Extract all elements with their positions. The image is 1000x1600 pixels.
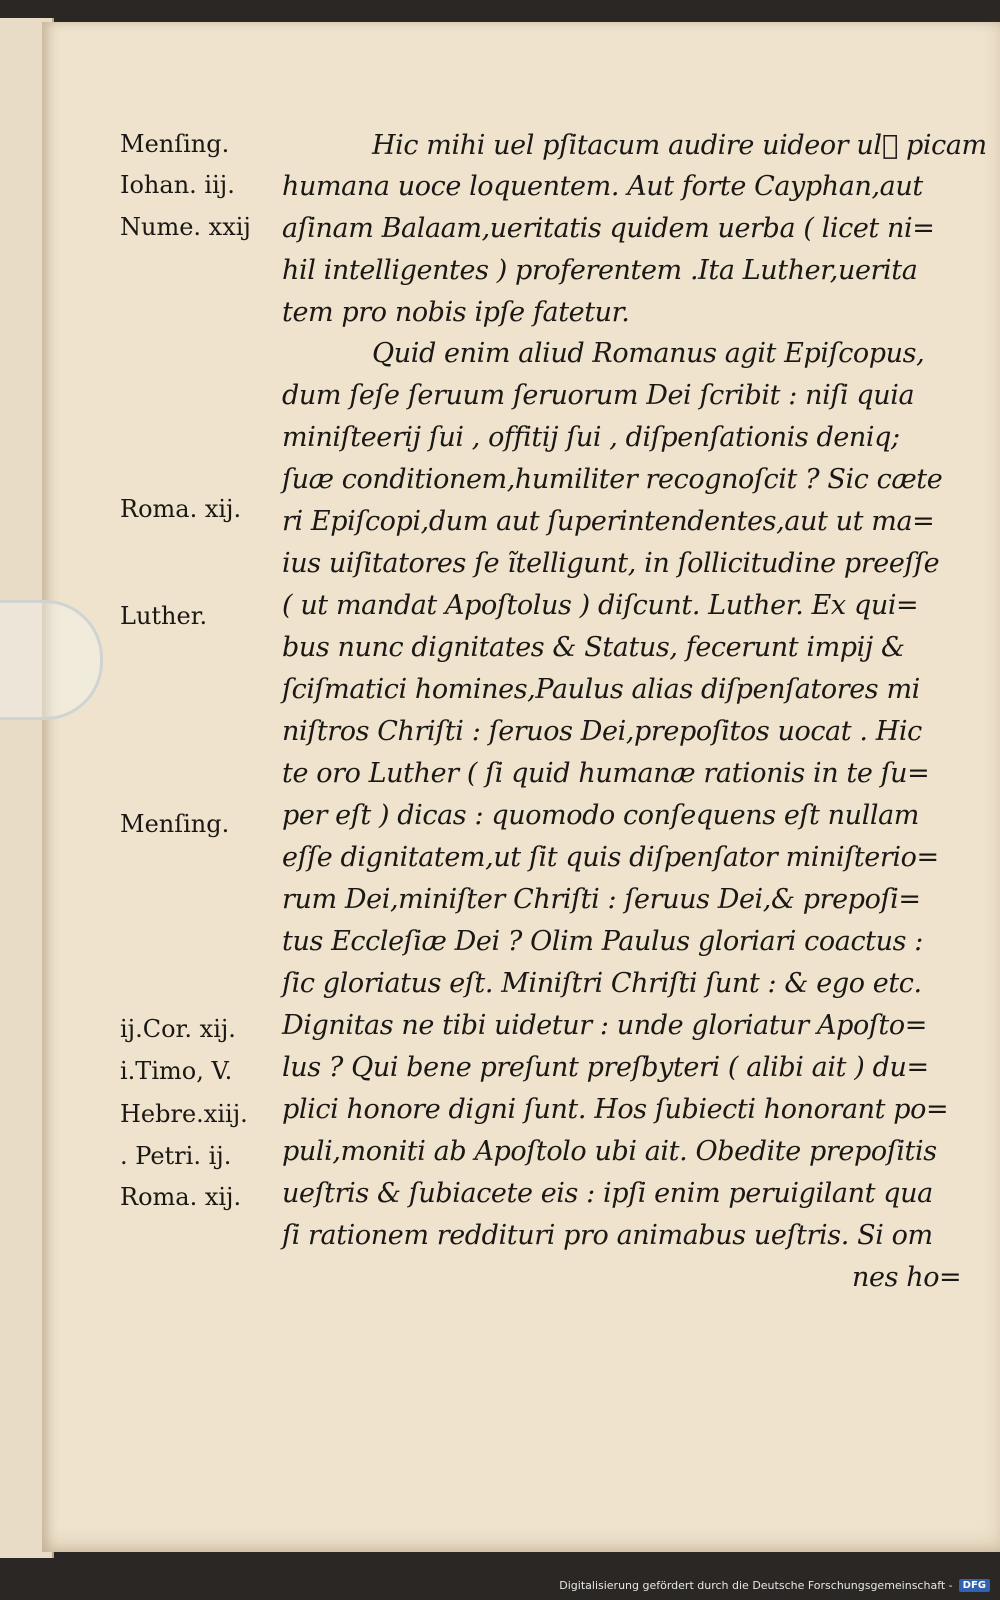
margin-note: Luther. [120, 602, 208, 630]
text-line: ( ut mandat Apoſtolus ) diſcunt. Luther. Ex qui= [282, 590, 919, 621]
footer-text: Digitalisierung gefördert durch die Deutsche Forschungsgemeinschaft - [559, 1578, 953, 1592]
text-line: hil intelligentes ) proferentem .Ita Luther,uerita [282, 255, 918, 286]
margin-note: Nume. xxij [120, 213, 251, 241]
text-line: rum Dei,miniſter Chriſti : ſeruus Dei,& prepoſi= [282, 884, 921, 915]
text-line: niſtros Chriſti : ſeruos Dei,prepoſitos uocat . Hic [282, 716, 922, 747]
margin-note: . Petri. ij. [120, 1142, 232, 1170]
text-line: per eſt ) dicas : quomodo conſequens eſt nullam [282, 800, 920, 831]
text-line: dum ſeſe ſeruum ſeruorum Dei ſcribit : niſi quia [282, 380, 915, 411]
margin-note: Menſing. [120, 130, 230, 158]
text-line: Quid enim aliud Romanus agit Epiſcopus, [372, 338, 925, 369]
text-line: ſi rationem reddituri pro animabus ueſtris. Si om [282, 1220, 933, 1251]
margin-note: Hebre.xiij. [120, 1100, 248, 1128]
text-line: bus nunc dignitates & Status, fecerunt impij & [282, 632, 905, 663]
margin-note: Roma. xij. [120, 495, 242, 523]
text-line: nes ho= [852, 1262, 962, 1293]
text-line: ſciſmatici homines,Paulus alias diſpenſatores mi [282, 674, 920, 705]
text-line: tem pro nobis ipſe fatetur. [282, 297, 630, 328]
digitization-footer [559, 1576, 990, 1594]
text-line: Dignitas ne tibi uidetur : unde gloriatur Apoſto= [282, 1010, 927, 1041]
text-line: ueſtris & ſubiacete eis : ipſi enim peruigilant qua [282, 1178, 933, 1209]
margin-note: Iohan. iij. [120, 171, 235, 199]
margin-note: i.Timo, V. [120, 1057, 233, 1085]
text-line: miniſteerij ſui , offitij ſui , diſpenſationis deniq; [282, 422, 900, 453]
text-line: ri Epiſcopi,dum aut ſuperintendentes,aut ut ma= [282, 506, 935, 537]
text-line: tus Eccleſiæ Dei ? Olim Paulus gloriari coactus : [282, 926, 923, 957]
text-line: Hic mihi uel pſitacum audire uideor ul᷑ picam [372, 130, 987, 161]
text-line: eſſe dignitatem,ut ſit quis diſpenſator miniſterio= [282, 842, 939, 873]
margin-note: ij.Cor. xij. [120, 1015, 236, 1043]
dfg-logo: DFG [959, 1579, 990, 1592]
text-line: ius uiſitatores ſe ĩtelligunt, in ſollicitudine preeſſe [282, 548, 940, 579]
margin-note: Menſing. [120, 810, 230, 838]
text-line: plici honore digni ſunt. Hos ſubiecti honorant po= [282, 1094, 949, 1125]
text-line: ſuæ conditionem,humiliter recognoſcit ? Sic cæte [282, 464, 943, 495]
text-line: te oro Luther ( ſi quid humanæ rationis in te ſu= [282, 758, 930, 789]
text-line: aſinam Balaam,ueritatis quidem uerba ( licet ni= [282, 213, 935, 244]
text-line: ſic gloriatus eſt. Miniſtri Chriſti ſunt : & ego etc. [282, 968, 922, 999]
margin-note: Roma. xij. [120, 1183, 242, 1211]
text-line: puli,moniti ab Apoſtolo ubi ait. Obedite prepoſitis [282, 1136, 937, 1167]
text-line: lus ? Qui bene preſunt preſbyteri ( alibi ait ) du= [282, 1052, 929, 1083]
text-line: humana uoce loquentem. Aut forte Cayphan,aut [282, 171, 923, 202]
